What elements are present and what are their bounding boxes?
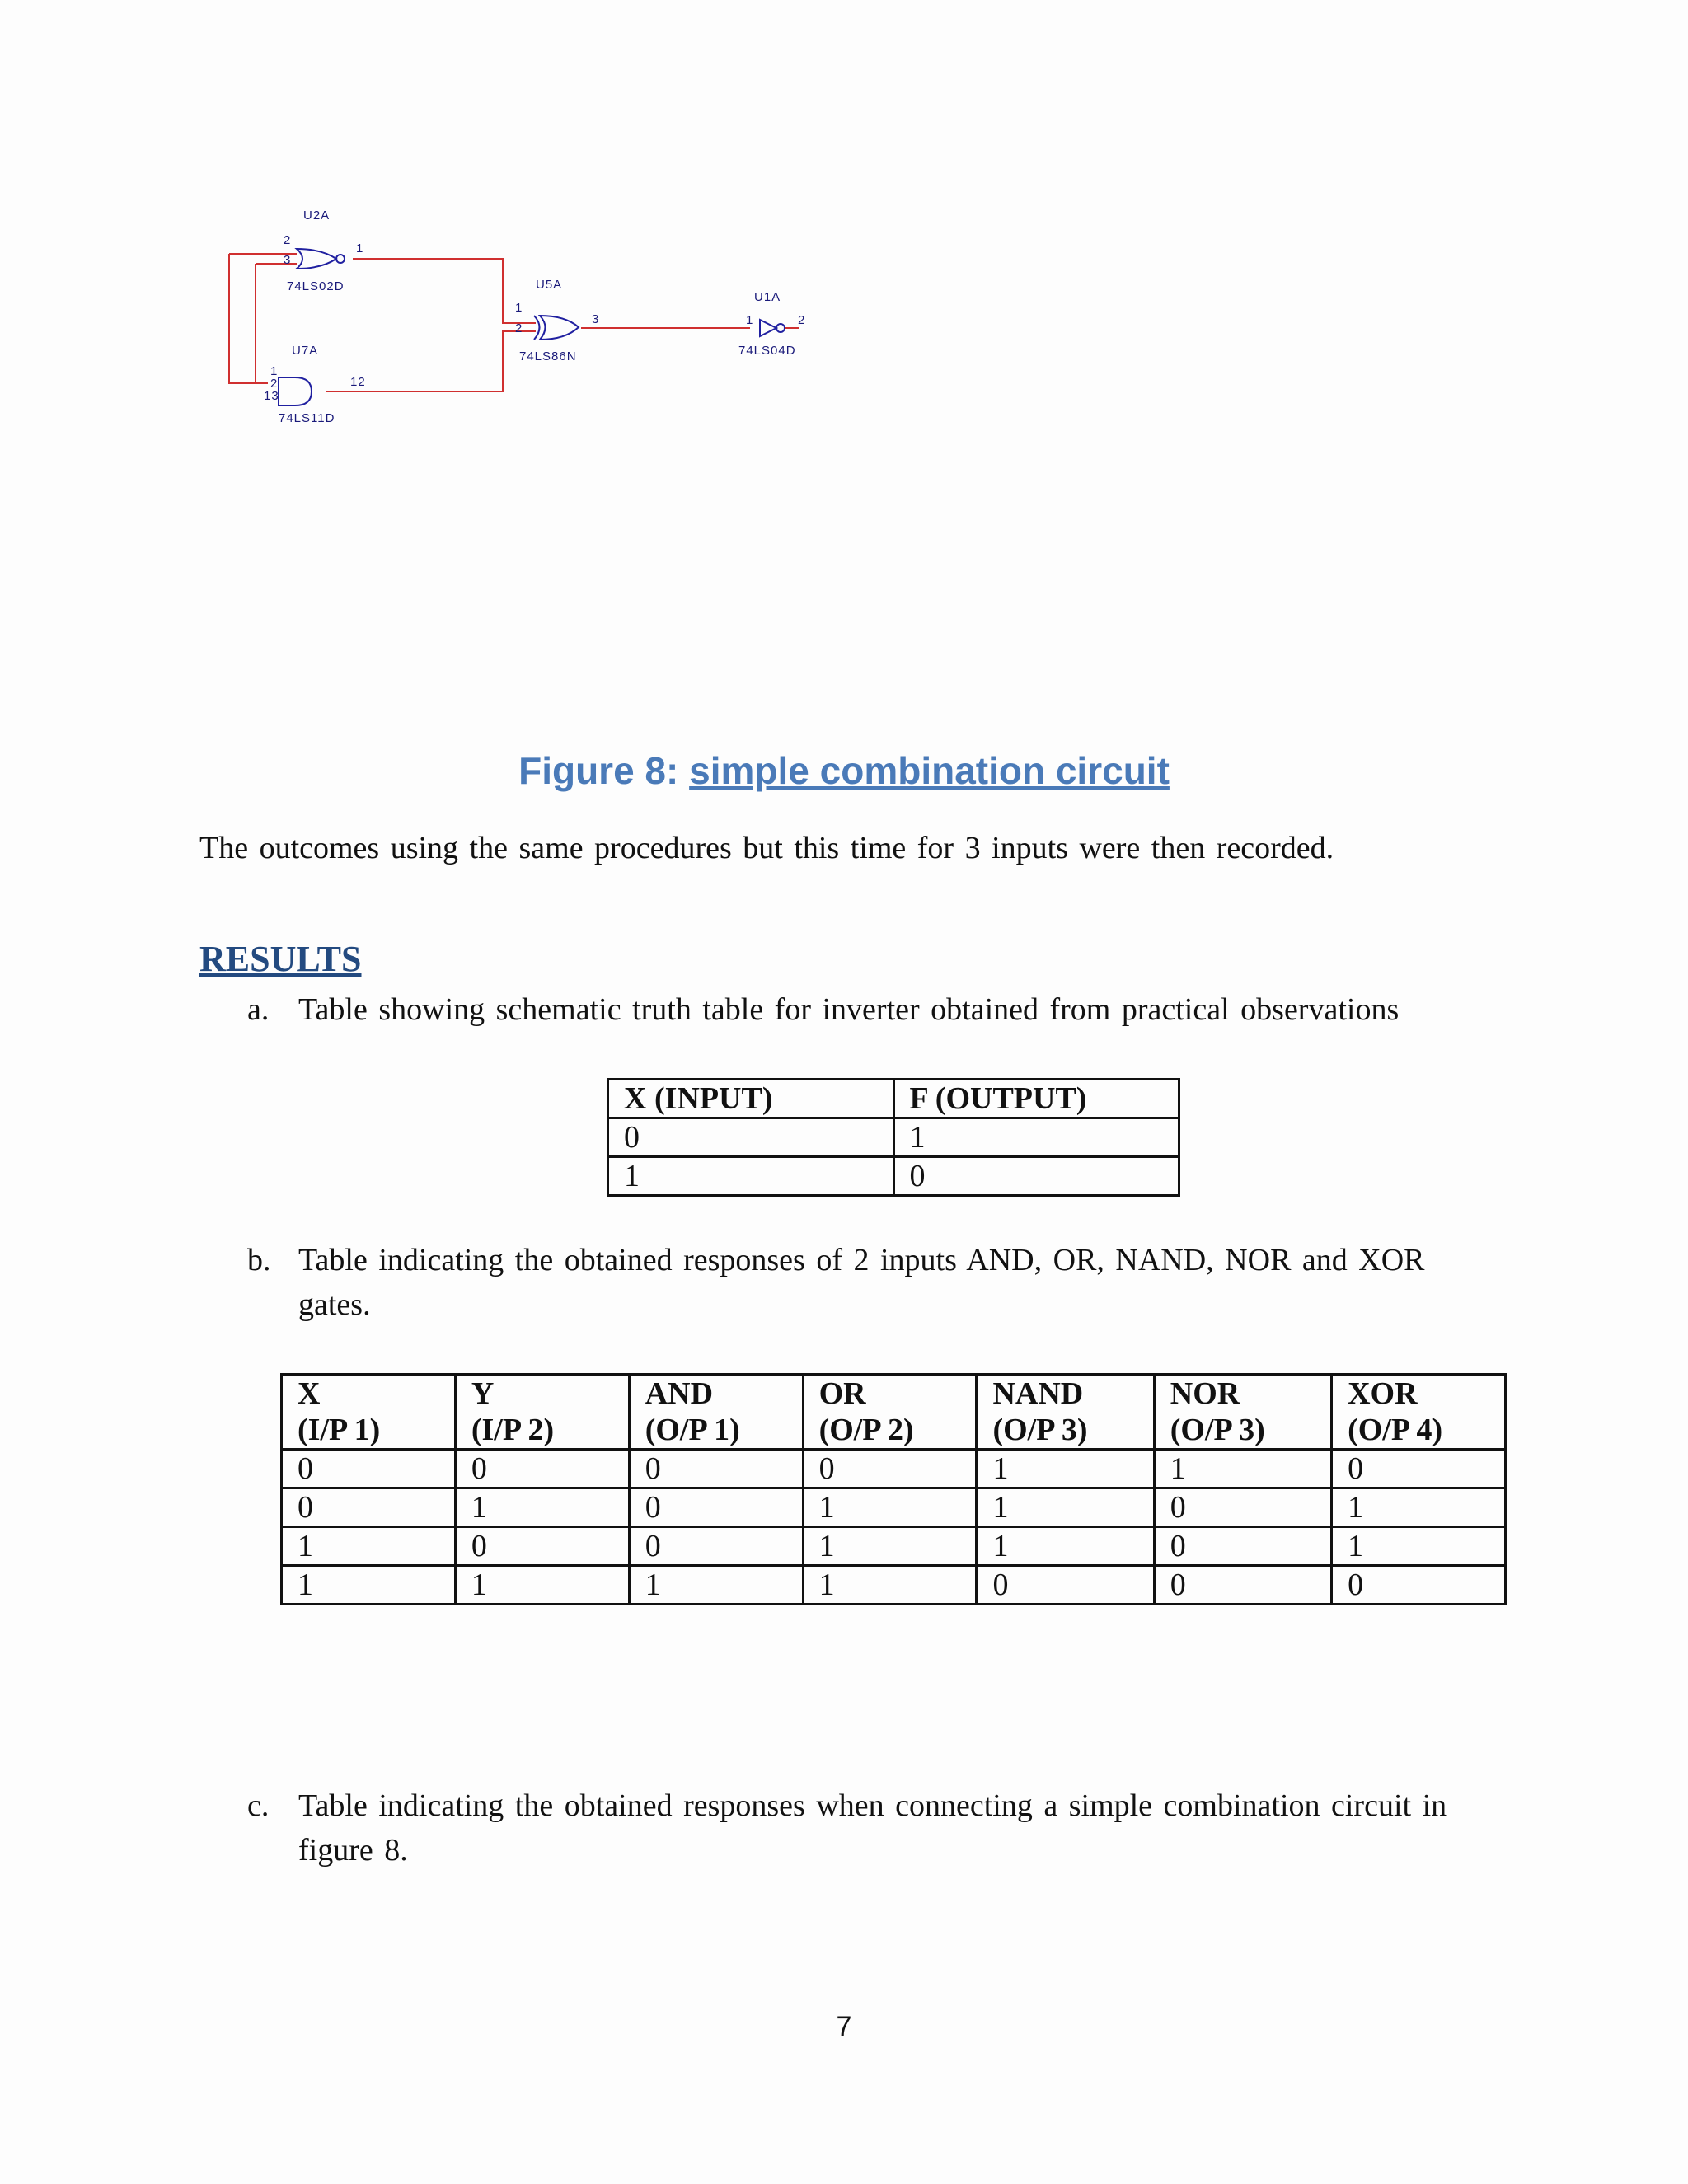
table-row [608,1118,1179,1157]
table-cell: 0 [1332,1450,1506,1488]
and-gate-u7a [279,377,312,405]
u5a-pin-label: 1 [515,301,523,315]
u5a-part-label: 74LS86N [519,349,577,363]
u1a-part-label: 74LS04D [738,344,796,358]
table-cell: 1 [1332,1488,1506,1527]
table-cell: 0 [629,1488,803,1527]
list-item-b-text: Table indicating the obtained responses of 2 inputs AND, OR, NAND, NOR and XOR gates. [298,1243,1425,1322]
table-cell: 1 [629,1566,803,1605]
table-cell: 1 [282,1566,456,1605]
table-cell: 0 [893,1157,1179,1196]
u7a-pin-label: 2 [270,377,279,391]
table-cell: 1 [803,1566,977,1605]
table-cell: 0 [803,1450,977,1488]
figure-caption [0,748,1688,793]
table-header-cell: NAND (O/P 3) [977,1375,1154,1450]
u2a-pin-label: 2 [284,233,292,247]
table-header-cell: OR (O/P 2) [803,1375,977,1450]
list-marker-c: c. [247,1788,270,1823]
inverter-truth-table [607,1078,1180,1197]
table-cell: 0 [1332,1566,1506,1605]
table-row [282,1450,1506,1488]
u2a-pin-label: 3 [284,253,292,267]
list-item-a-text: Table showing schematic truth table for inverter obtained from practical observations [298,992,1400,1027]
u2a-pin-label: 1 [356,241,364,255]
intro-paragraph: The outcomes using the same procedures but this time for 3 inputs were then recorded. [199,831,1334,865]
table-header-cell: Y (I/P 2) [455,1375,629,1450]
circuit-schematic [206,198,832,445]
table-cell: 1 [893,1118,1179,1157]
table-cell: 1 [977,1450,1154,1488]
not-gate-u1a [760,320,799,336]
list-marker-b: b. [247,1243,271,1277]
table-header-cell: AND (O/P 1) [629,1375,803,1450]
results-heading: RESULTS [199,939,362,979]
table-cell: 0 [1154,1488,1331,1527]
table-cell: 1 [1154,1450,1331,1488]
table-cell: 0 [977,1566,1154,1605]
u5a-ref-label: U5A [536,278,563,292]
table-header-cell: F (OUTPUT) [893,1080,1179,1118]
u7a-part-label: 74LS11D [279,411,335,425]
table-row [282,1488,1506,1527]
table-cell: 0 [629,1527,803,1566]
table-row [282,1527,1506,1566]
caption-link[interactable]: simple combination circuit [689,749,1170,792]
table-header-cell: XOR (O/P 4) [1332,1375,1506,1450]
table-cell: 0 [455,1450,629,1488]
u7a-pin-label: 12 [350,375,366,389]
table-header-cell: X (INPUT) [608,1080,894,1118]
u7a-pin-label: 1 [270,364,279,378]
u7a-ref-label: U7A [292,344,319,358]
table-cell: 0 [282,1488,456,1527]
table-header-row [608,1080,1179,1118]
table-row [282,1566,1506,1605]
table-header-cell: X (I/P 1) [282,1375,456,1450]
u1a-pin-label: 2 [798,313,806,327]
u1a-ref-label: U1A [754,290,781,304]
table-cell: 1 [1332,1527,1506,1566]
list-marker-a: a. [247,992,270,1027]
list-item-c-text: Table indicating the obtained responses when connecting a simple combination circuit in figure 8. [298,1788,1447,1868]
table-header-row [282,1375,1506,1450]
table-cell: 0 [1154,1527,1331,1566]
u5a-pin-label: 2 [515,321,523,335]
table-cell: 1 [608,1157,894,1196]
table-row [608,1157,1179,1196]
table-cell: 0 [629,1450,803,1488]
wire-nor-to-xor [353,259,536,323]
u5a-pin-label: 3 [592,312,600,326]
table-cell: 1 [977,1527,1154,1566]
table-cell: 0 [1154,1566,1331,1605]
table-header-cell: NOR (O/P 3) [1154,1375,1331,1450]
u7a-pin-label: 13 [264,389,279,403]
wire-input-left [229,254,268,383]
table-cell: 1 [803,1527,977,1566]
table-cell: 0 [455,1527,629,1566]
table-cell: 0 [608,1118,894,1157]
caption-prefix: Figure 8: [518,749,690,792]
table-cell: 1 [282,1527,456,1566]
u2a-part-label: 74LS02D [287,279,345,293]
xor-gate-u5a [534,316,579,340]
table-cell: 1 [455,1566,629,1605]
table-cell: 1 [455,1488,629,1527]
table-cell: 1 [803,1488,977,1527]
u1a-pin-label: 1 [746,313,754,327]
table-cell: 0 [282,1450,456,1488]
gates-truth-table [280,1373,1507,1605]
table-cell: 1 [977,1488,1154,1527]
nor-gate-u2a [297,249,345,269]
page-number: 7 [836,2011,852,2042]
u2a-ref-label: U2A [303,209,331,223]
